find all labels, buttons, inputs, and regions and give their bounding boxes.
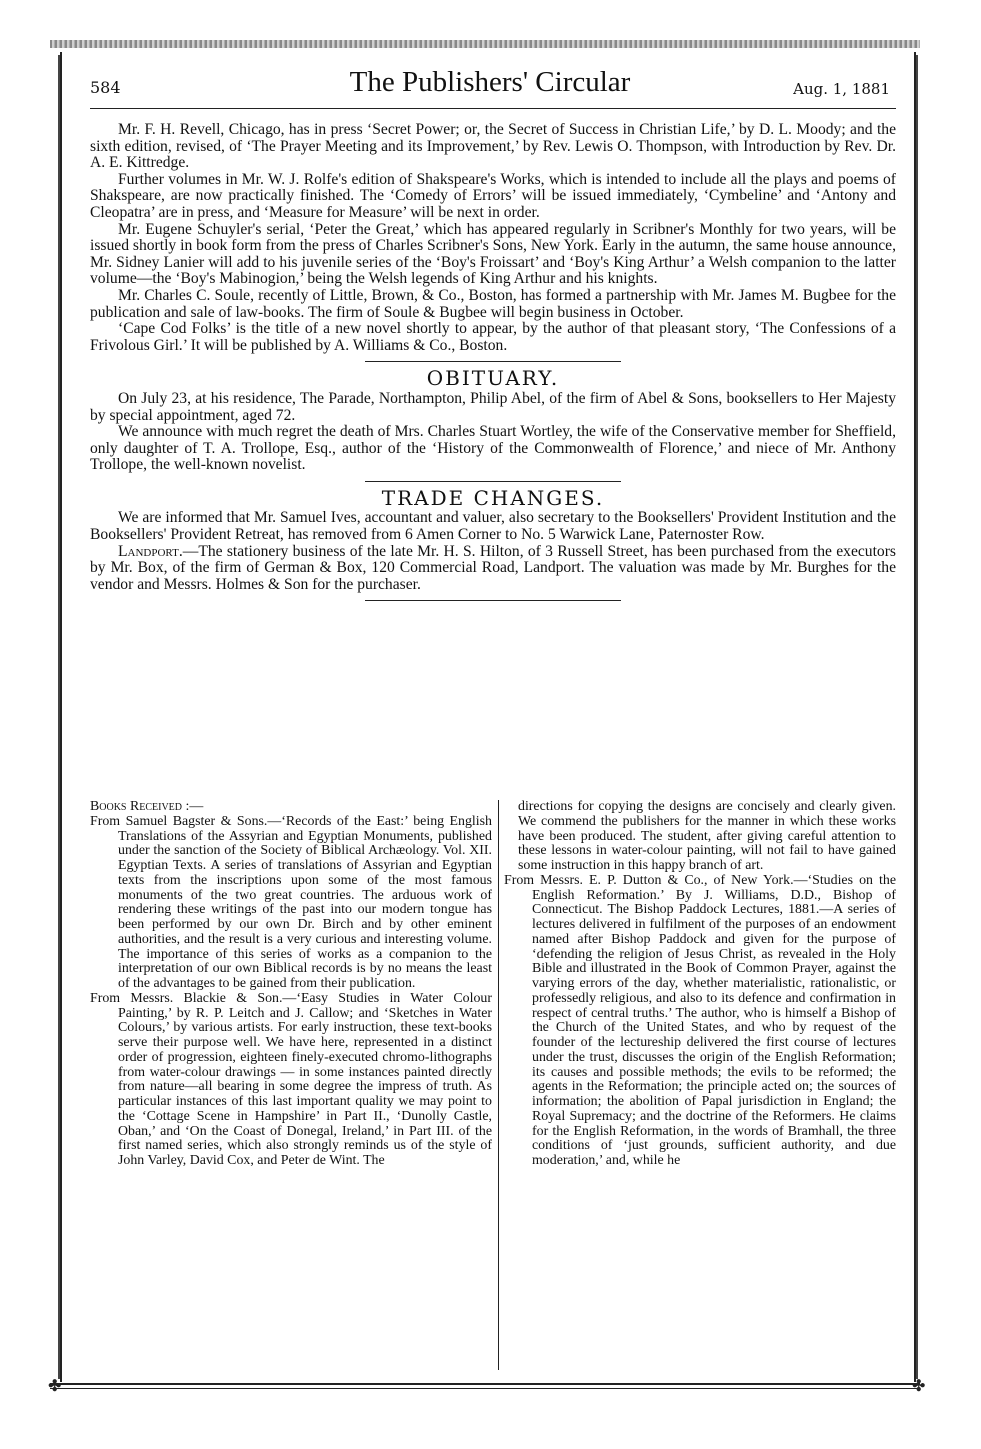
obituary-paragraph: On July 23, at his residence, The Parade, Northampton, Philip Abel, of the firm of Abel & Sons, booksellers to Her Majesty by special appointment, aged 72. — [90, 389, 896, 424]
obituary-heading: OBITUARY. — [426, 366, 560, 391]
book-notice: From Messrs. Blackie & Son.—‘Easy Studies in Water Colour Painting,’ by R. P. Leitch and J. Callow; and ‘Sketches in Water Colours,’ by various artists. For early instruction, these text-books serve their purpose well. We have here, represented in a distinct order of progression, eighteen finely-executed chromo-lithographs from water-colour drawings — in some instances painted directly from nature—all bearing in some degree the impress of truth. As particular instances of this last important quality we may point to the ‘Cottage Scene in Hampshire’ in Part II., ‘Dunolly Castle, Oban,’ and ‘On the Coast of Donegal, Ireland,’ in Part III. of the first named series, which also strongly reminds us of the style of John Varley, David Cox, and Peter de Wint. The — [90, 990, 492, 1168]
bottom-border-rule — [50, 1383, 920, 1389]
trade-paragraph-landport — [90, 544, 896, 594]
issue-date: Aug. 1, 1881 — [793, 80, 890, 98]
books-received-label: Books Received :— — [90, 799, 204, 814]
news-paragraph: Further volumes in Mr. W. J. Rolfe's edition of Shakspeare's Works, which is intended to include all the plays and poems of Shakspeare, are now practically finished. The ‘Comedy of Errors’ will be issued immediately, ‘Cymbeline’ and ‘Antony and Cleopatra’ are in press, and ‘Measure for Measure’ will be next in order. — [90, 170, 896, 221]
corner-ornament-icon: ✤ — [48, 1376, 62, 1395]
news-paragraph: Mr. Charles C. Soule, recently of Little, Brown, & Co., Boston, has formed a partnership with Mr. James M. Bugbee for the publication and sale of law-books. The firm of Soule & Bugbee will begin business in October. — [90, 286, 896, 321]
landport-text: —The stationery business of the late Mr. H. S. Hilton, of 3 Russell Street, has been purchased from the executors by Mr. Box, of the firm of German & Box, 120 Commercial Road, Landport. The valuation was made by Mr. Burghes for the vendor and Messrs. Holmes & Son for the purchaser. — [90, 542, 896, 593]
corner-ornament-icon: ✤ — [912, 1376, 926, 1395]
landport-label: Landport. — [118, 542, 183, 560]
news-paragraph: Mr. Eugene Schuyler's serial, ‘Peter the Great,’ which has appeared regularly in Scribner's Monthly for two years, will be issued shortly in book form from the press of Charles Scribner's Sons, New York. Early in the autumn, the same house announce, Mr. Sidney Lanier will add to his juvenile series of the ‘Boy's Froissart’ and ‘Boy's King Arthur’ a Welsh companion to the latter volume—the ‘Boy's Mabinogion,’ being the Welsh legends of King Arthur and his knights. — [90, 220, 896, 288]
main-article — [90, 122, 896, 609]
trade-changes-heading: TRADE CHANGES. — [381, 485, 605, 510]
news-paragraph: Mr. F. H. Revell, Chicago, has in press ‘Secret Power; or, the Secret of Success in Christian Life,’ by D. L. Moody; and the sixth edition, revised, of ‘The Prayer Meeting and its Improvement,’ by Rev. Lewis O. Thompson, with Introduction by Rev. Dr. A. E. Kittredge. — [90, 121, 896, 172]
books-received-columns — [90, 800, 896, 1370]
book-notice: From Samuel Bagster & Sons.—‘Records of the East:’ being English Translations of the Assyrian and Egyptian Monuments, published under the sanction of the Society of Biblical Archæology. Vol. XII. Egyptian Texts. A series of translations of Assyrian and Egyptian texts from the inscriptions upon some of the most famous monuments of the two great countries. The arduous work of rendering these writings of the past into our modern tongue has been performed by our own Dr. Birch and by other eminent authorities, and the result is a very curious and interesting volume. The importance of this series of works as a companion to the interpretation of our own Biblical records is by no means the least of the advantages to be gained from their publication. — [90, 813, 492, 991]
trade-paragraph: We are informed that Mr. Samuel Ives, accountant and valuer, also secretary to the Booksellers' Provident Institution and the Booksellers' Provident Retreat, has removed from 6 Amen Corner to No. 5 Warwick Lane, Paternoster Row. — [90, 509, 896, 544]
news-paragraph: ‘Cape Cod Folks’ is the title of a new novel shortly to appear, by the author of that pleasant story, ‘The Confessions of a Frivolous Girl.’ It will be published by A. Williams & Co., Boston. — [90, 320, 896, 354]
column-divider — [498, 800, 499, 1370]
header-rule — [90, 108, 896, 109]
page-header — [90, 62, 890, 102]
left-column — [90, 800, 492, 1169]
section-divider — [365, 600, 621, 601]
top-border-ornament — [50, 40, 920, 48]
section-divider — [365, 361, 621, 362]
book-notice: From Messrs. E. P. Dutton & Co., of New York.—‘Studies on the English Reformation.’ By J. Williams, D.D., Bishop of Connecticut. The Bishop Paddock Lectures, 1881.—A series of lectures delivered in fulfilment of the purposes of an endowment named after Bishop Paddock and given for the purpose of ‘defending the religion of Jesus Christ, as revealed in the Holy Bible and illustrated in the Book of Common Prayer, against the varying errors of the day, whether materialistic, rationalistic, or professedly religious, and also to its defence and confirmation in respect of central truths.’ The author, who is himself a Bishop of the Church of the United States, and who by request of the founder of the lectureship delivered the first course of lectures under the trust, discusses the origin of the English Reformation; its causes and possible methods; the evils to be reformed; the agents in the Reformation; the principle acted on; the sources of information; the abolition of Papal jurisdiction in England; the Royal Supremacy; and the doctrine of the Reformers. He claims for the English Reformation, in the words of Bramhall, the three conditions of ‘just grounds, sufficient authority, and due moderation,’ and, while he — [504, 872, 896, 1168]
section-divider — [365, 481, 621, 482]
book-notice-continuation: directions for copying the designs are concisely and clearly given. We commend the publishers for the manner in which these works have been produced. The student, after giving careful attention to these lessons in water-colour painting, will not fail to have gained some instruction in this happy branch of art. — [518, 799, 896, 873]
right-column — [504, 800, 896, 1169]
journal-title: The Publishers' Circular — [349, 66, 631, 98]
page-number: 584 — [90, 78, 121, 97]
obituary-paragraph: We announce with much regret the death of Mrs. Charles Stuart Wortley, the wife of the Conservative member for Sheffield, only daughter of T. A. Trollope, Esq., author of the ‘History of the Commonwealth of Florence,’ and niece of Mr. Anthony Trollope, the well-known novelist. — [90, 423, 896, 474]
